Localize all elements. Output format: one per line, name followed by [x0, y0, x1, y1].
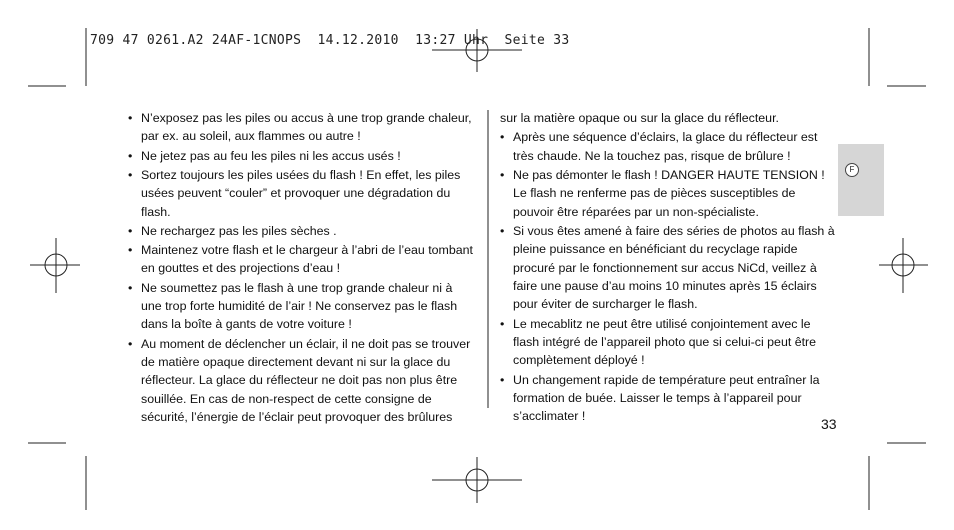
list-item-text: Ne rechargez pas les piles sèches . — [141, 223, 337, 238]
list-item — [500, 128, 838, 165]
list-item — [128, 335, 473, 427]
safety-list-right — [500, 128, 838, 426]
list-item — [500, 371, 838, 426]
language-badge-icon: F — [845, 163, 859, 177]
bullet-icon: • — [500, 223, 505, 238]
page-number: 33 — [821, 416, 837, 432]
bullet-icon: • — [500, 167, 505, 182]
list-item — [128, 109, 473, 146]
safety-list-left — [128, 109, 473, 427]
continuation-text: sur la matière opaque ou sur la glace du réflecteur. — [500, 111, 779, 125]
list-item-text: Sortez toujours les piles usées du flash ! En effet, les piles usées peuvent “couler” et provoquer une dégradation du flash. — [141, 167, 461, 219]
bullet-icon: • — [128, 111, 133, 125]
bullet-icon: • — [128, 336, 133, 351]
list-item-text: Au moment de déclencher un éclair, il ne doit pas se trouver de matière opaque directement devant ni sur la glace du réflecteur. La glace du réflecteur ne doit pas non plus être souillée. En cas de non-respect de cette consigne de sécurité, l’énergie de l’éclair peut provoquer des brûlures — [141, 336, 471, 425]
bullet-icon: • — [500, 316, 505, 331]
bullet-icon: • — [500, 130, 505, 145]
list-item — [128, 222, 473, 240]
bullet-icon: • — [500, 372, 505, 387]
list-item — [128, 147, 473, 165]
list-item-text: N’exposez pas les piles ou accus à une trop grande chaleur, par ex. au soleil, aux flammes ou autre ! — [141, 111, 472, 144]
list-item — [128, 241, 473, 278]
list-item-text: Après une séquence d’éclairs, la glace du réflecteur est très chaude. Ne la touchez pas, risque de brûlure ! — [513, 130, 818, 163]
list-item — [500, 166, 838, 221]
bullet-icon: • — [128, 148, 133, 163]
list-item-text: Maintenez votre flash et le chargeur à l’abri de l’eau tombant en gouttes et des projections d’eau ! — [141, 243, 473, 276]
registration-mark-right — [879, 238, 928, 293]
list-item — [500, 315, 838, 370]
list-item-text: Un changement rapide de température peut entraîner la formation de buée. Laisser le temps à l’appareil pour s’acclimater ! — [513, 372, 820, 424]
bullet-icon: • — [128, 223, 133, 238]
list-item — [128, 166, 473, 221]
bullet-icon: • — [128, 280, 133, 295]
bullet-icon: • — [128, 167, 133, 182]
registration-mark-bottom — [432, 457, 522, 503]
list-item — [128, 279, 473, 334]
list-item-text: Ne jetez pas au feu les piles ni les accus usés ! — [141, 148, 401, 163]
list-item-text: Si vous êtes amené à faire des séries de photos au flash à pleine puissance en bénéficiant du recyclage rapide procuré par le fonctionnement sur accus NiCd, veillez à faire une pause d’au moins 10 minutes après 15 éclairs pour éviter de surcharger le flash. — [513, 223, 835, 312]
language-tab — [838, 144, 884, 216]
list-item-text: Ne pas démonter le flash ! DANGER HAUTE TENSION ! Le flash ne renferme pas de pièces susceptibles de pouvoir être réparées par un non-spécialiste. — [513, 167, 825, 219]
list-item-text: Le mecablitz ne peut être utilisé conjointement avec le flash intégré de l’appareil photo que si celui-ci peut être complètement déployé ! — [513, 316, 817, 368]
left-column — [128, 109, 473, 427]
bullet-icon: • — [128, 243, 133, 258]
list-item-text: Ne soumettez pas le flash à une trop grande chaleur ni à une trop forte humidité de l’air ! Ne conservez pas le flash dans la boîte à gants de votre voiture ! — [141, 280, 458, 332]
registration-mark-left — [30, 238, 80, 293]
print-slug-header: 709 47 0261.A2 24AF-1CNOPS 14.12.2010 13:27 Uhr Seite 33 — [90, 33, 570, 48]
list-item — [500, 222, 838, 314]
right-column — [500, 109, 838, 427]
